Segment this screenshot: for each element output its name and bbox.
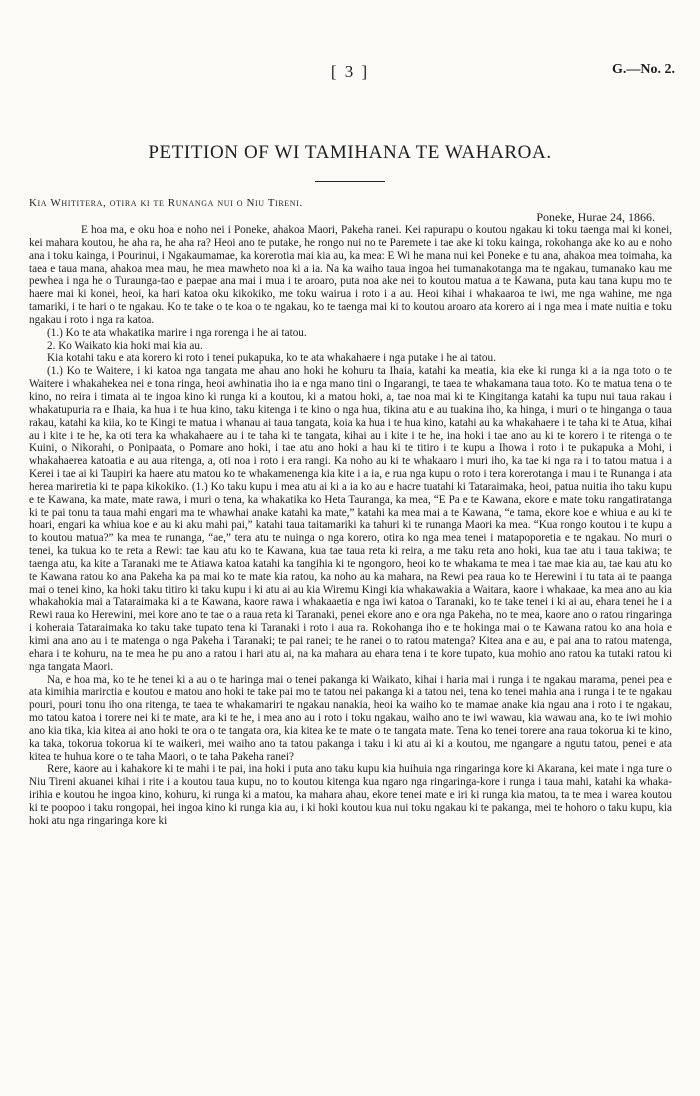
- paragraph: E hoa ma, e oku hoa e noho nei i Poneke, ahakoa Maori, Pakeha ranei. Kei rapurapu o koutou ngakau ki toku taenga mai ki konei, kei mahara koutou, he aha ra, he aha ra? Heoi ano te putake, he rongo nui no te Paremete i tae ake ki toku kainga, rokohanga ake ko au e noho ana i toku kainga, i Pourinui, i Ngakaumamae, ka korerotia mai kia au, ka mea: E Wi he mana nui kei Poneke e tu ana, ahakoa mea toimaha, ka taea e taua mana, ahakoa mea mau, he mea mawheto noa ki a ia. Na ka waiho taua ingoa hei tumanakotanga ma te ngakau, tumanako kau me pewhea i nga he o Turaunga-tao e paepae ana mai i mua i te aroaro, puta noa ake nei to koutou matua a te Kawana, puta kau tana kupu mo te haere mai ki konei, heoi, ka hari katoa oku kikokiko, me toku wairua i roto i a au. Heoi kihai i whakaaroa te iwi, me nga wahine, me nga tamariki, i te hari o te ngakau. Ko te take o te koa o te ngakau, ko te taenga mai ki to koutou aroaro ata korero ai i nga mea i mate nuitia e toku ngakau i roto i nga ra katoa.: [29, 224, 672, 326]
- page-title: PETITION OF WI TAMIHANA TE WAHAROA.: [148, 142, 552, 163]
- paragraph: Kia kotahi taku e ata korero ki roto i tenei pukapuka, ko te ata whakahaere i nga putake i he ai tatou.: [47, 352, 496, 365]
- page-number: [ 3 ]: [330, 62, 370, 81]
- paragraph: (1.) Ko te Waitere, i ki katoa nga tangata me ahau ano hoki he kohuru ta Ihaia, katahi ka meatia, kia eke ki runga ki a ia nga toto o te Waitere i whakahekea nei e tona ringa, heoi awhinatia iho ia e nga mano tini o Ingarangi, te taea te whakamana taua toto. Ko te matua tena o te kino, no reira i timata ai te ingoa kino ki runga ki a koutou, ki a matou hoki, a, tae noa mai ki te Kingitanga katahi ka tupu nui taua rakau i whakatupuria ra e Ihaia, ka hua i te hua kino, taku kitenga i te kino o nga hua, tikina atu e au tuakina iho, ka hinga, i muri o te hinganga o taua rakau, katahi ka kiia, ko te Kingi te matua i whanau ai taua tangata, koia ka hua i te hua kino, katahi au ka whakahaere i te taha ki te Atua, kihai au i kite i te he, ka oti tera ka whakahaere au i te taha ki te tangata, kihai au i kite i te he, ina hoki i tae ano au ki te korero i te ritenga o te Kuini, o Nikorahi, o Ponipaata, o Pomare ano hoki, i tae atu ano hoki a hau ki te titiro i te kupu a Ihowa i roto i te pukapuka a Mohi, i whakahaerea katoatia e au aua ritenga, a, oti noa i roto i era rangi. Ka noho au ki te whakaaro i muri iho, ka tae ki nga ra i to tatou matua i a Kerei i tae ai ki Taupiri ka haere atu matou ko te whakamenenga kia kite i a ia, e rua nga kupu o roto i tera korerotanga i mau i te Runanga i ata herea mariretia ki te papa kikokiko. (1.) Ko taku kupu i mea atu ai ki a ia ko au e hacre tuatahi ki Tataraimaka, heoi, patua nuitia iho taku kupu e te Kawana, ka mate, mate rawa, i muri o tena, ka whakatika ko Heta Tauranga, ka mea, “E Pa e te Kawana, ekore e mate toku rangatiratanga ki te pai tonu ta taua mahi engari ma te whawhai anake katahi ka mate,” katahi ka mea mai a te Kawana, “e tama, ekore koe e whiua e au ki te hoari, engari ka whiua koe e au ki aku mahi pai,” katahi taua taitamariki ka tahuri ki te runanga Maori ka mea. “Kua rongo koutou i te kupu a to koutou matua?” ka mea te runanga, “ae,” tera atu te nuinga o nga korero, otira ko nga mea tenei i matapoporetia e te ngakau. No muri o tenei, ka tukua ko te reta a Rewi: tae kau atu ko te Kawana, kua tae taua reta ki reira, a me taku reta ano hoki, kua tae atu i taua takiwa; te taenga atu, ka kite a Taranaki me te Atiawa katoa katahi ka tangihia ki te ngongoro, heoi ko te whakama te mea i tae mae kia au, tae kau atu ko te Kawana ratou ko ana Pakeha ka pa mai ko te mate kia ratou, ka noho au ka mahara, na Rewi pea raua ko te Herewini i tu tata ai te paanga mai o tenei kino, ka hoki taku titiro ki taku kupu i ki atu ai au kia Wiremu Kingi kia whakawakia a Waitara, kaore i whakaae, ka mea ano au kia whakahokia mai a Tataraimaka ki a te Kawana, kaore rawa i whakaaetia e nga iwi katoa o Taranaki, ko te take tenei i ki ai au, ehara tenei he i a Rewi raua ko Herewini, mei kore ano te tae o a raua reta ki Taranaki, penei ekore ano e ora nga Pakeha, no te mea, kaore ano o ratou ringaringa i koheraia Tataraimaka ko taku take tupato tena ki Taranaki i roto i aua ra. Rokohanga iho e te hokinga mai o te Kawana ratou ko ana hoia e kimi ana ano au i te matenga o nga Pakeha i Taranaki; te pai ranei; te he ranei o to ratou matenga? Kitea ana e au, e pai ana to ratou matenga, ehara i te kohuru, na te mea he pu ano a ratou i hari atu ai, na ka mahara au ehara tena i te kore tupato, kua mohio ano ratou ka tutaki ratou ki nga tangata Maori.: [29, 365, 672, 673]
- paragraph: Rere, kaore au i kahakore ki te mahi i te pai, ina hoki i puta ano taku kupu kia huihuia nga ringaringa kore ki Akarana, kei mate i nga ture o Niu Tireni akuanei kihai i rite i a koutou taua kupu, no to koutou kitenga kua ngaro nga ringaringa-kore i runga i taua mahi, katahi ka whaka-irihia e koutou he ingoa kino, kohuru, ki runga ki a matou, ka mahara ahau, ekore tenei mate e iri ki runga kia matou, ta te mea i warea koutou ki te poopoo i taku rongopai, hei ingoa kino ki runga kia au, i ki hoki koutou kua nui toku ngakau ki te pakanga, mei te hohoro o taku kupu, kia hoki atu nga ringaringa kore ki: [29, 763, 672, 827]
- document-reference: G.—No. 2.: [612, 62, 675, 77]
- title-divider: [315, 181, 385, 182]
- paragraph-list-item: 2. Ko Waikato kia hoki mai kia au.: [47, 339, 203, 352]
- paragraph: Na, e hoa ma, ko te he tenei ki a au o te haringa mai o tenei pakanga ki Waikato, kihai i haria mai i runga i te ngakau marama, penei pea e ata kimihia marirctia e koutou e matou ano hoki te take pai mo te tatou nei pakanga ki a tatou nei, tena ko tenei mahia ana i runga i te te ngakau pouri, pouri tonu iho ona ritenga, te taea te whakamariri te ngakau nanakia, heoi ka waiho ko te mamae anake kia ngau ana i roto i te ngakau, mo tatou katoa i torere nei ki te mate, ara ki te he, i mea ano au i roto i toku ngakau, waiho ano te iwi wawau, kia wawau ana, ko te iwi mohio ano kia tika, kia kitea ai ano hoki te ora o te tangata ora, kia kitea ke te mate o te tangata mate. Tena ko tenei torere ana raua tokorua ki te kino, ka taka, tokorua tokorua ki te waikeri, mei waiho ano ta tatou pakanga i taku i ki atu ai ki a koutou, me ngangare a ngutu tatou, penei e ata kitea te huhua kore o te taha Maori, o te taha Pakeha ranei?: [29, 673, 672, 763]
- dateline: Poneke, Hurae 24, 1866.: [536, 210, 655, 224]
- document-body: [29, 224, 672, 828]
- paragraph-list-item: (1.) Ko te ata whakatika marire i nga rorenga i he ai tatou.: [47, 326, 307, 339]
- salutation: Kia Whititera, otira ki te Runanga nui o Niu Tireni.: [29, 197, 303, 209]
